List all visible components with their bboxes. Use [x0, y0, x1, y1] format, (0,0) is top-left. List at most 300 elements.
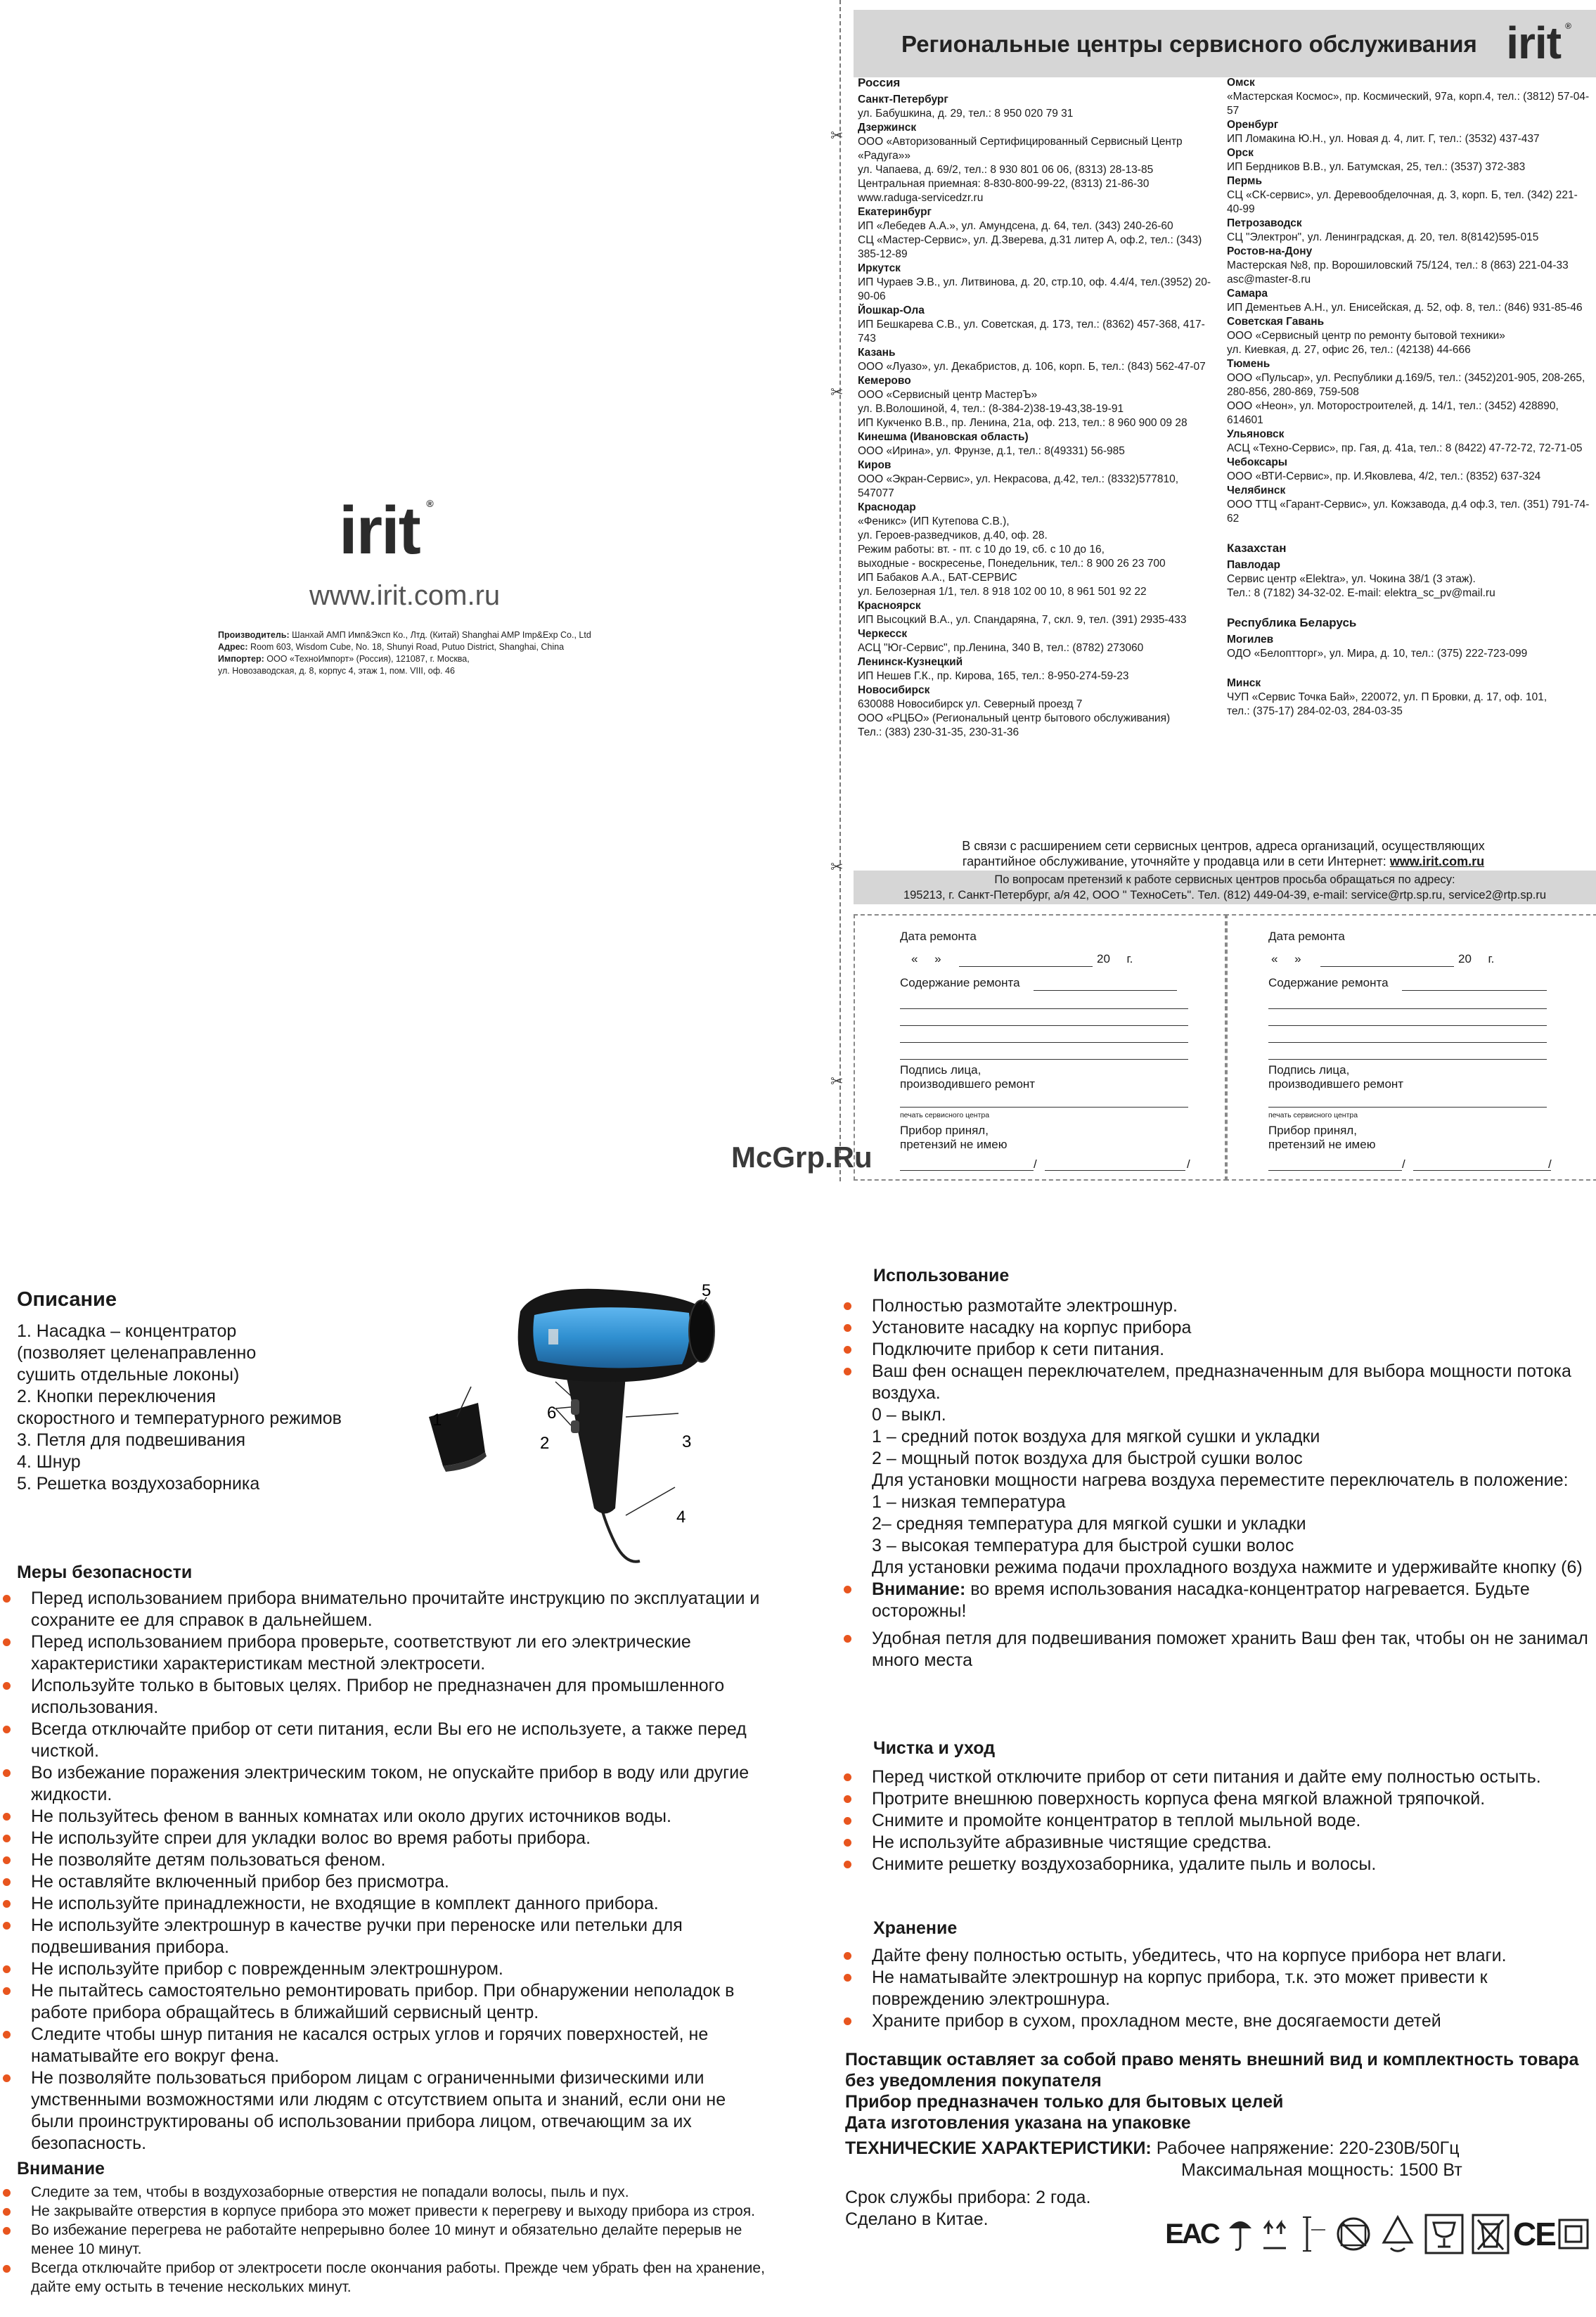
brand-logo: [339, 492, 432, 570]
repair-content-line[interactable]: [1268, 1042, 1547, 1043]
usage-list: [844, 1295, 1589, 1671]
legal-text: Room 603, Wisdom Cube, No. 18, Shunyi Road, Putuo District, Shanghai, China: [250, 642, 565, 652]
service-entry: Центральная приемная: 8-830-800-99-22, (8313) 21-86-30: [858, 178, 1150, 190]
legal-text: Шанхай АМП Имп&Эксп Ко., Лтд. (Китай) Shanghai AMP Imp&Exp Co., Ltd: [292, 630, 591, 640]
description-item: 3. Петля для подвешивания: [17, 1430, 246, 1450]
bullet-icon: [3, 2189, 11, 2197]
safety-item: [3, 1828, 769, 1849]
signature-label-1: Подпись лица,: [1268, 1063, 1350, 1077]
slash: /: [1187, 1157, 1190, 1171]
storage-title: Хранение: [873, 1918, 958, 1938]
storage-item-text: Не наматывайте электрошнур на корпус прибора, т.к. это может привести к повреждению электрошнура.: [872, 1968, 1488, 2009]
bullet-icon: [844, 1586, 851, 1593]
service-entry: Сервис центр «Elektra», ул. Чокина 38/1 (3 этаж).: [1227, 573, 1476, 585]
bullet-icon: [3, 1595, 11, 1603]
notice-line2: [865, 854, 1582, 869]
service-city: Чебоксары: [1227, 456, 1288, 468]
repair-content-line[interactable]: [900, 1008, 1188, 1009]
repair-content-line[interactable]: [1268, 1059, 1547, 1060]
bullet-icon: [844, 1635, 851, 1643]
service-city: Краснодар: [858, 501, 916, 513]
service-logo-text: irit: [1506, 18, 1561, 68]
usage-loop: [844, 1628, 1589, 1671]
repair-content-line[interactable]: [1268, 1025, 1547, 1026]
scissors-icon: ✂: [830, 858, 844, 875]
cleaning-item: [844, 1832, 1589, 1854]
notice-line1: В связи с расширением сети сервисных центров, адреса организаций, осуществляющих: [962, 839, 1485, 853]
service-entry: СЦ «Мастер-Сервис», ул. Д.Зверева, д.31 литер А, оф.2, тел.: (343) 385-12-89: [858, 234, 1202, 260]
bullet-icon: [3, 1682, 11, 1690]
attention-list: [3, 2183, 776, 2297]
service-city: Екатеринбург: [858, 206, 932, 218]
service-entry: Тел.: (383) 230-31-35, 230-31-36: [858, 726, 1019, 738]
safety-item-text: Перед использованием прибора проверьте, соответствуют ли его электрические характеристики характеристикам местной электросети.: [31, 1632, 691, 1674]
bullet-icon: [3, 1638, 11, 1646]
service-entry: ул. Чапаева, д. 69/2, тел.: 8 930 801 06 06, (8313) 28-13-85: [858, 164, 1154, 176]
repair-date-quotes: « »: [911, 952, 941, 965]
usage-mode: 2– средняя температура для мягкой сушки и укладки: [872, 1514, 1306, 1534]
service-city: Ульяновск: [1227, 428, 1285, 440]
service-entry: ООО «Сервисный центр по ремонту бытовой техники»: [1227, 330, 1505, 342]
bullet-icon: [3, 2031, 11, 2039]
accepted-sign-line[interactable]: [1268, 1170, 1402, 1171]
bullet-icon: [3, 1856, 11, 1864]
usage-loop-text: Удобная петля для подвешивания поможет хранить Ваш фен так, чтобы он не занимал много места: [872, 1629, 1588, 1670]
bullet-icon: [3, 2265, 11, 2273]
service-city: Санкт-Петербург: [858, 94, 948, 105]
service-entry: ул. Героев-разведчиков, д.40, оф. 28.: [858, 529, 1048, 541]
safety-item-text: Не позволяйте детям пользоваться феном.: [31, 1850, 386, 1870]
accepted-name-line[interactable]: [1413, 1170, 1551, 1171]
repair-date-line[interactable]: [959, 966, 1093, 967]
signature-label-1: Подпись лица,: [900, 1063, 982, 1077]
service-city: Ростов-на-Дону: [1227, 245, 1313, 257]
service-entry: ООО «Авторизованный Сертифицированный Сервисный Центр «Радуга»»: [858, 136, 1183, 162]
usage-mode: 2 – мощный поток воздуха для быстрой сушки волос: [872, 1449, 1303, 1468]
attention-item: [3, 2259, 776, 2297]
usage-mode: 1 – низкая температура: [872, 1492, 1066, 1512]
service-entry: ООО «Луазо», ул. Декабристов, д. 106, корп. Б, тел.: (843) 562-47-07: [858, 361, 1206, 373]
callout-line: [626, 1487, 675, 1515]
callout-6: 6: [547, 1404, 557, 1423]
usage-item: [844, 1295, 1589, 1317]
repair-year: 20 г.: [1458, 952, 1495, 965]
repair-date-line[interactable]: [1320, 966, 1454, 967]
legal-label: Адрес:: [218, 642, 248, 652]
service-city: Красноярск: [858, 600, 921, 612]
service-entry: ул. Белозерная 1/1, тел. 8 918 102 00 10, 8 961 501 92 22: [858, 586, 1147, 598]
service-entry: СЦ "Электрон", ул. Ленинградская, д. 20, тел. 8(8142)595-015: [1227, 231, 1539, 243]
callout-2: 2: [540, 1434, 550, 1453]
umbrella-icon: [1225, 2212, 1256, 2257]
service-entry: ИП Чураев Э.В., ул. Литвинова, д. 20, стр.10, оф. 4.4/4, тел.(3952) 20-90-06: [858, 276, 1211, 302]
ce-mark: CE: [1513, 2216, 1555, 2252]
usage-item-text: Установите насадку на корпус прибора: [872, 1318, 1192, 1337]
legal-line: [218, 665, 696, 677]
repair-date-label: Дата ремонта: [1268, 930, 1345, 943]
repair-content-label: Содержание ремонта: [1268, 976, 1389, 989]
usage-mode: Для установки мощности нагрева воздуха переместите переключатель в положение:: [872, 1470, 1569, 1490]
service-entry: ООО «Ирина», ул. Фрунзе, д.1, тел.: 8(49331) 56-985: [858, 445, 1125, 457]
safety-item-text: Не используйте спреи для укладки волос во время работы прибора.: [31, 1828, 591, 1848]
description-item: 1. Насадка – концентратор: [17, 1321, 237, 1341]
description-item: сушить отдельные локоны): [17, 1365, 240, 1385]
service-city: Советская Гавань: [1227, 316, 1325, 328]
description-item: 2. Кнопки переключения: [17, 1387, 216, 1406]
safety-item: [3, 1915, 769, 1958]
fragile-icon: [1423, 2212, 1465, 2257]
supplier-line: Дата изготовления указана на упаковке: [845, 2113, 1191, 2133]
bullet-icon: [3, 1835, 11, 1842]
service-entry: ул. В.Волошиной, 4, тел.: (8-384-2)38-19-43,38-19-91: [858, 403, 1124, 415]
cert-icons: [1167, 2212, 1589, 2261]
ce-icon: [1513, 2212, 1555, 2257]
supplier-line: Поставщик оставляет за собой право менять внешний вид и комплектность товара без уведомления покупателя: [845, 2050, 1579, 2091]
service-city: Казань: [858, 347, 896, 359]
notice-url[interactable]: www.irit.com.ru: [1389, 854, 1485, 868]
spacer: [1227, 601, 1592, 616]
legal-text: ООО «ТехноИмпорт» (Россия), 121087, г. Москва,: [266, 654, 470, 664]
legal-label: Импортер:: [218, 654, 264, 664]
callout-4: 4: [676, 1508, 686, 1527]
slash: /: [1402, 1157, 1405, 1171]
service-city: Киров: [858, 459, 892, 471]
service-entry: ООО «РЦБО» (Региональный центр бытового обслуживания): [858, 712, 1171, 724]
legal-line: [218, 629, 696, 641]
service-city: Могилев: [1227, 634, 1274, 646]
safety-item-text: Не пользуйтесь феном в ванных комнатах или около других источников воды.: [31, 1806, 671, 1826]
recycle-icon: [1378, 2212, 1417, 2257]
service-entry: asc@master-8.ru: [1227, 274, 1311, 285]
storage-item: [844, 1967, 1589, 2010]
attention-item-text: Всегда отключайте прибор от электросети после окончания работы. Прежде чем убрать фен на хранение, дайте ему остыть в течение нескольких минут.: [31, 2260, 765, 2295]
service-city: Петрозаводск: [1227, 217, 1302, 229]
usage-attention-text: во время использования насадка-концентратор нагревается. Будьте осторожны!: [872, 1579, 1530, 1621]
service-city: Дзержинск: [858, 122, 917, 134]
brand-reg-mark: ®: [426, 498, 432, 509]
service-entry: ИП Бешкарева С.В., ул. Советская, д. 173, тел.: (8362) 457-368, 417-743: [858, 319, 1205, 345]
usage-title: Использование: [873, 1266, 1010, 1285]
attention-item: [3, 2183, 776, 2202]
bullet-icon: [3, 1813, 11, 1821]
callout-line: [626, 1413, 678, 1417]
button-shape: [571, 1420, 579, 1433]
service-city: Оренбург: [1227, 119, 1279, 131]
bullet-icon: [3, 1726, 11, 1733]
service-city: Черкесск: [858, 628, 908, 640]
attention-item-text: Не закрывайте отверстия в корпусе прибора это может привести к перегреву и выходу прибора из строя.: [31, 2203, 755, 2219]
brand-logo-text: irit: [339, 493, 420, 568]
storage-item-text: Храните прибор в сухом, прохладном месте, вне досягаемости детей: [872, 2011, 1441, 2031]
service-entry: ООО «Сервисный центр МастерЪ»: [858, 389, 1038, 401]
safety-item-text: Не используйте принадлежности, не входящие в комплект данного прибора.: [31, 1894, 659, 1913]
service-entry: ул. Бабушкина, д. 29, тел.: 8 950 020 79 31: [858, 108, 1074, 120]
service-city: Самара: [1227, 288, 1268, 300]
service-entry: ул. Киевкая, д. 27, офис 26, тел.: (42138) 44-666: [1227, 344, 1471, 356]
bullet-icon: [3, 1965, 11, 1973]
bullet-icon: [844, 1861, 851, 1868]
cleaning-item-text: Снимите и промойте концентратор в теплой мыльной воде.: [872, 1811, 1361, 1830]
hair-dryer-illustration: [415, 1276, 738, 1572]
service-entry: ООО «Экран-Сервис», ул. Некрасова, д.42, тел.: (8332)577810, 547077: [858, 473, 1179, 499]
service-entry: Режим работы: вт. - пт. с 10 до 19, сб. с 10 до 16,: [858, 544, 1105, 556]
eac-icon: [1167, 2212, 1216, 2257]
service-country: Республика Беларусь: [1227, 616, 1357, 629]
claims-line2: 195213, г. Санкт-Петербург, а/я 42, ООО " ТехноСеть". Тел. (812) 449-04-39, e-mail: service@rtp.sp.ru, service2@rtp.sp.ru: [903, 889, 1547, 901]
repair-content-line[interactable]: [900, 1042, 1188, 1043]
bullet-icon: [844, 1795, 851, 1803]
usage-item-text: Полностью размотайте электрошнур.: [872, 1296, 1178, 1316]
signature-label-2: производившего ремонт: [900, 1077, 1036, 1091]
callout-1: 1: [432, 1411, 442, 1430]
attention-title: Внимание: [17, 2159, 105, 2178]
usage-item: [844, 1361, 1589, 1404]
button-shape: [571, 1399, 579, 1415]
claims-band: [854, 871, 1596, 904]
service-city: Минск: [1227, 677, 1261, 689]
legal-text: ул. Новозаводская, д. 8, корпус 4, этаж 1, пом. VIII, оф. 46: [218, 666, 455, 676]
safety-item: [3, 1980, 769, 2024]
repair-content-line[interactable]: [1034, 990, 1177, 991]
safety-item: [3, 1893, 769, 1915]
service-entry: АСЦ «Техно-Сервис», пр. Гая, д. 41а, тел.: 8 (8422) 47-72-72, 72-71-05: [1227, 442, 1583, 454]
bullet-icon: [844, 1952, 851, 1960]
description-list: [17, 1321, 411, 1495]
service-entry: ООО «Пульсар», ул. Республики д.169/5, тел.: (3452)201-905, 208-265,: [1227, 372, 1585, 384]
service-entry: СЦ «СК-сервис», ул. Деревообделочная, д. 3, корп. Б, тел. (342) 221-40-99: [1227, 189, 1578, 215]
usage-attention: [844, 1579, 1589, 1622]
service-entry: «Мастерская Космос», пр. Космический, 97а, корп.4, тел.: (3812) 57-04-57: [1227, 91, 1590, 117]
callout-3: 3: [682, 1432, 692, 1451]
callout-line: [555, 1408, 571, 1425]
bullet-icon: [3, 2208, 11, 2216]
bullet-icon: [844, 1346, 851, 1354]
safety-item: [3, 1631, 769, 1675]
description-item: скоростного и температурного режимов: [17, 1408, 342, 1428]
safety-item-text: Во избежание поражения электрическим током, не опускайте прибор в воду или другие жидкости.: [31, 1763, 749, 1804]
callout-line: [555, 1407, 571, 1408]
service-title: Региональные центры сервисного обслуживания: [901, 31, 1477, 57]
service-entry: ООО «Неон», ул. Моторостроителей, д. 14/1, тел.: (3452) 428890, 614601: [1227, 400, 1559, 426]
service-entry: ООО ТТЦ «Гарант-Сервис», ул. Кожзавода, д.4 оф.3, тел. (351) 791-74-62: [1227, 499, 1590, 525]
safety-item: [3, 1806, 769, 1828]
cleaning-item-text: Не используйте абразивные чистящие средства.: [872, 1833, 1272, 1852]
service-city: Пермь: [1227, 175, 1263, 187]
attention-item-text: Следите за тем, чтобы в воздухозаборные отверстия не попадали волосы, пыль и пух.: [31, 2184, 629, 2200]
service-logo-reg: ®: [1565, 21, 1571, 31]
service-country: Россия: [858, 76, 901, 89]
safety-item-text: Не используйте электрошнур в качестве ручки при переноске или петельки для подвешивания прибора.: [31, 1915, 683, 1957]
supplier-notes: [845, 2049, 1590, 2133]
no-crushing-icon: [1334, 2212, 1372, 2257]
scissors-icon: ✂: [830, 383, 844, 401]
notice-line2-text: гарантийное обслуживание, уточняйте у продавца или в сети Интернет:: [962, 854, 1386, 868]
bullet-icon: [3, 1987, 11, 1995]
specs-line: [845, 2138, 1590, 2159]
safety-item-text: Всегда отключайте прибор от сети питания, если Вы его не используете, а также перед чисткой.: [31, 1719, 747, 1761]
description-item: 4. Шнур: [17, 1452, 81, 1472]
brand-legal: [218, 629, 696, 677]
usage-item: [844, 1339, 1589, 1361]
temperature-icon: [1292, 2212, 1327, 2257]
service-entry: ООО «ВТИ-Сервис», пр. И.Яковлева, 4/2, тел.: (8352) 637-324: [1227, 470, 1541, 482]
safety-item: [3, 1588, 769, 1631]
service-entry: www.raduga-servicedzr.ru: [858, 192, 984, 204]
bullet-icon: [844, 1324, 851, 1332]
service-entry: ИП «Лебедев А.А.», ул. Амундсена, д. 64, тел. (343) 240-26-60: [858, 220, 1173, 232]
service-logo: [1506, 17, 1571, 69]
service-header: [854, 10, 1596, 77]
slash: /: [1548, 1157, 1552, 1171]
spacer: [1227, 661, 1592, 676]
safety-item: [3, 1871, 769, 1893]
safety-item-text: Не позволяйте пользоваться прибором лицам с ограниченными физическими или умственными возможностями или людям с отсутствием опыта и знаний, если они не были проинструктированы об использовании прибора лицом, отвечающим за их безопасность.: [31, 2068, 726, 2153]
repair-content-label: Содержание ремонта: [900, 976, 1020, 989]
safety-item: [3, 1849, 769, 1871]
handle-shape: [566, 1375, 626, 1514]
service-entry: ИП Нешев Г.К., пр. Кирова, 165, тел.: 8-950-274-59-23: [858, 670, 1129, 682]
safety-title: Меры безопасности: [17, 1562, 193, 1582]
specs-power: Максимальная мощность: 1500 Вт: [1181, 2160, 1462, 2180]
bullet-icon: [844, 1368, 851, 1375]
safety-item: [3, 1762, 769, 1806]
scissors-icon: ✂: [830, 127, 844, 144]
safety-item-text: Используйте только в бытовых целях. Прибор не предназначен для промышленного использования.: [31, 1676, 725, 1717]
usage-mode: 1 – средний поток воздуха для мягкой сушки и укладки: [872, 1427, 1320, 1446]
legal-line: [218, 653, 696, 665]
storage-item: [844, 1945, 1589, 1967]
safety-item: [3, 2024, 769, 2067]
accepted-label-1: Прибор принял,: [1268, 1124, 1357, 1137]
safety-item: [3, 2067, 769, 2155]
repair-content-line[interactable]: [900, 1025, 1188, 1026]
service-entry: «Феникс» (ИП Кутепова С.В.),: [858, 515, 1010, 527]
safety-item: [3, 1675, 769, 1719]
slash: /: [1034, 1157, 1037, 1171]
spacer: [1227, 526, 1592, 541]
service-entry: тел.: (375-17) 284-02-03, 284-03-35: [1227, 705, 1403, 717]
class-ii-icon: [1558, 2212, 1589, 2257]
callout-5: 5: [702, 1281, 712, 1300]
repair-content-line[interactable]: [900, 1059, 1188, 1060]
service-entry: ОДО «Белоптторг», ул. Мира, д. 10, тел.: (375) 222-723-099: [1227, 648, 1528, 660]
service-entry: ИП Ломакина Ю.Н., ул. Новая д. 4, лит. Г, тел.: (3532) 437-437: [1227, 133, 1540, 145]
safety-item-text: Следите чтобы шнур питания не касался острых углов и горячих поверхностей, не наматывайте его вокруг фена.: [31, 2024, 709, 2066]
accepted-name-line[interactable]: [1045, 1170, 1185, 1171]
service-list-other: [1227, 76, 1592, 719]
storage-item: [844, 2010, 1589, 2032]
service-notice: [865, 838, 1582, 869]
repair-content-line[interactable]: [1268, 1008, 1547, 1009]
bullet-icon: [3, 1878, 11, 1886]
service-city: Йошкар-Ола: [858, 304, 925, 316]
service-entry: ИП Кукченко В.В., пр. Ленина, 21а, оф. 213, тел.: 8 960 900 09 28: [858, 417, 1188, 429]
attention-item: [3, 2202, 776, 2221]
brand-url: www.irit.com.ru: [309, 580, 501, 611]
legal-label: Производитель:: [218, 630, 290, 640]
watermark: McGrp.Ru: [731, 1141, 873, 1174]
description-item: 5. Решетка воздухозаборника: [17, 1474, 260, 1494]
description-title: Описание: [17, 1288, 117, 1311]
attention-item-text: Во избежание перегрева не работайте непрерывно более 10 минут и обязательно делайте перерыв не менее 10 минут.: [31, 2222, 742, 2257]
accepted-sign-line[interactable]: [900, 1170, 1034, 1171]
logo-mark-shape: [548, 1329, 558, 1344]
stamp-label: печать сервисного центра: [900, 1111, 990, 1119]
this-side-up-icon: [1261, 2212, 1288, 2257]
bullet-icon: [844, 1773, 851, 1781]
scissors-icon: ✂: [830, 1072, 844, 1090]
safety-item: [3, 1958, 769, 1980]
signature-label-2: производившего ремонт: [1268, 1077, 1404, 1091]
cleaning-list: [844, 1766, 1589, 1875]
cleaning-item-text: Перед чисткой отключите прибор от сети питания и дайте ему полностью остыть.: [872, 1767, 1541, 1787]
service-entry: ЧУП «Сервис Точка Бай», 220072, ул. П Бровки, д. 17, оф. 101,: [1227, 691, 1547, 703]
service-city: Кинешма (Ивановская область): [858, 431, 1029, 443]
bullet-icon: [3, 1922, 11, 1930]
bullet-icon: [844, 1839, 851, 1847]
cleaning-item-text: Снимите решетку воздухозаборника, удалите пыль и волосы.: [872, 1854, 1377, 1874]
service-city: Орск: [1227, 147, 1254, 159]
bullet-icon: [844, 1302, 851, 1310]
service-entry: Мастерская №8, пр. Ворошиловский 75/124, тел.: 8 (863) 221-04-33: [1227, 259, 1569, 271]
bullet-icon: [3, 2227, 11, 2235]
signature-line[interactable]: [1268, 1107, 1547, 1108]
accepted-label-1: Прибор принял,: [900, 1124, 989, 1137]
usage-item: [844, 1317, 1589, 1339]
safety-item: [3, 1719, 769, 1762]
cleaning-item: [844, 1766, 1589, 1788]
specs-voltage: Рабочее напряжение: 220-230В/50Гц: [1151, 2138, 1460, 2158]
bullet-icon: [3, 2074, 11, 2082]
service-entry: ИП Бердников В.В., ул. Батумская, 25, тел.: (3537) 372-383: [1227, 161, 1526, 173]
specs-label: ТЕХНИЧЕСКИЕ ХАРАКТЕРИСТИКИ:: [845, 2138, 1152, 2158]
legal-line: [218, 641, 696, 653]
service-city: Кемерово: [858, 375, 911, 387]
claims-line1: По вопросам претензий к работе сервисных центров просьба обращаться по адресу:: [994, 873, 1455, 886]
service-city: Павлодар: [1227, 559, 1280, 571]
stamp-label: печать сервисного центра: [1268, 1111, 1358, 1119]
cleaning-item: [844, 1854, 1589, 1875]
signature-line[interactable]: [900, 1107, 1188, 1108]
service-entry: ИП Дементьев А.Н., ул. Енисейская, д. 52, оф. 8, тел.: (846) 931-85-46: [1227, 302, 1583, 314]
description-item: (позволяет целенаправленно: [17, 1343, 257, 1363]
attention-item: [3, 2221, 776, 2259]
bullet-icon: [844, 1817, 851, 1825]
usage-mode: 0 – выкл.: [872, 1405, 946, 1425]
safety-item-text: Не используйте прибор с поврежденным электрошнуром.: [31, 1959, 503, 1979]
usage-item-text: Подключите прибор к сети питания.: [872, 1340, 1165, 1359]
repair-date-quotes: « »: [1271, 952, 1301, 965]
bullet-icon: [3, 1900, 11, 1908]
usage-mode: Для установки режима подачи прохладного воздуха нажмите и удерживайте кнопку (6): [872, 1558, 1583, 1577]
repair-coupon-1: [854, 914, 1228, 1181]
service-entry: 280-856, 280-869, 759-508: [1227, 386, 1359, 398]
safety-item-text: Не оставляйте включенный прибор без присмотра.: [31, 1872, 449, 1892]
service-city: Иркутск: [858, 262, 901, 274]
supplier-line: Прибор предназначен только для бытовых целей: [845, 2092, 1284, 2112]
cleaning-item-text: Протрите внешнюю поверхность корпуса фена мягкой влажной тряпочкой.: [872, 1789, 1486, 1809]
service-life: Срок службы прибора: 2 года.: [845, 2188, 1091, 2207]
service-entry: 630088 Новосибирск ул. Северный проезд 7: [858, 698, 1083, 710]
storage-item-text: Дайте фену полностью остыть, убедитесь, что на корпусе прибора нет влаги.: [872, 1946, 1507, 1965]
service-city: Ленинск-Кузнецкий: [858, 656, 963, 668]
repair-content-line[interactable]: [1402, 990, 1547, 991]
service-entry: выходные - воскресенье, Понедельник, тел.: 8 900 26 23 700: [858, 558, 1166, 570]
bullet-icon: [3, 1769, 11, 1777]
safety-item-text: Не пытайтесь самостоятельно ремонтировать прибор. При обнаружении неполадок в работе прибора обращайтесь в ближайший сервисный центр.: [31, 1981, 735, 2022]
cleaning-title: Чистка и уход: [873, 1738, 996, 1758]
service-entry: Тел.: 8 (7182) 34-32-02. E-mail: elektra_sc_pv@mail.ru: [1227, 587, 1495, 599]
